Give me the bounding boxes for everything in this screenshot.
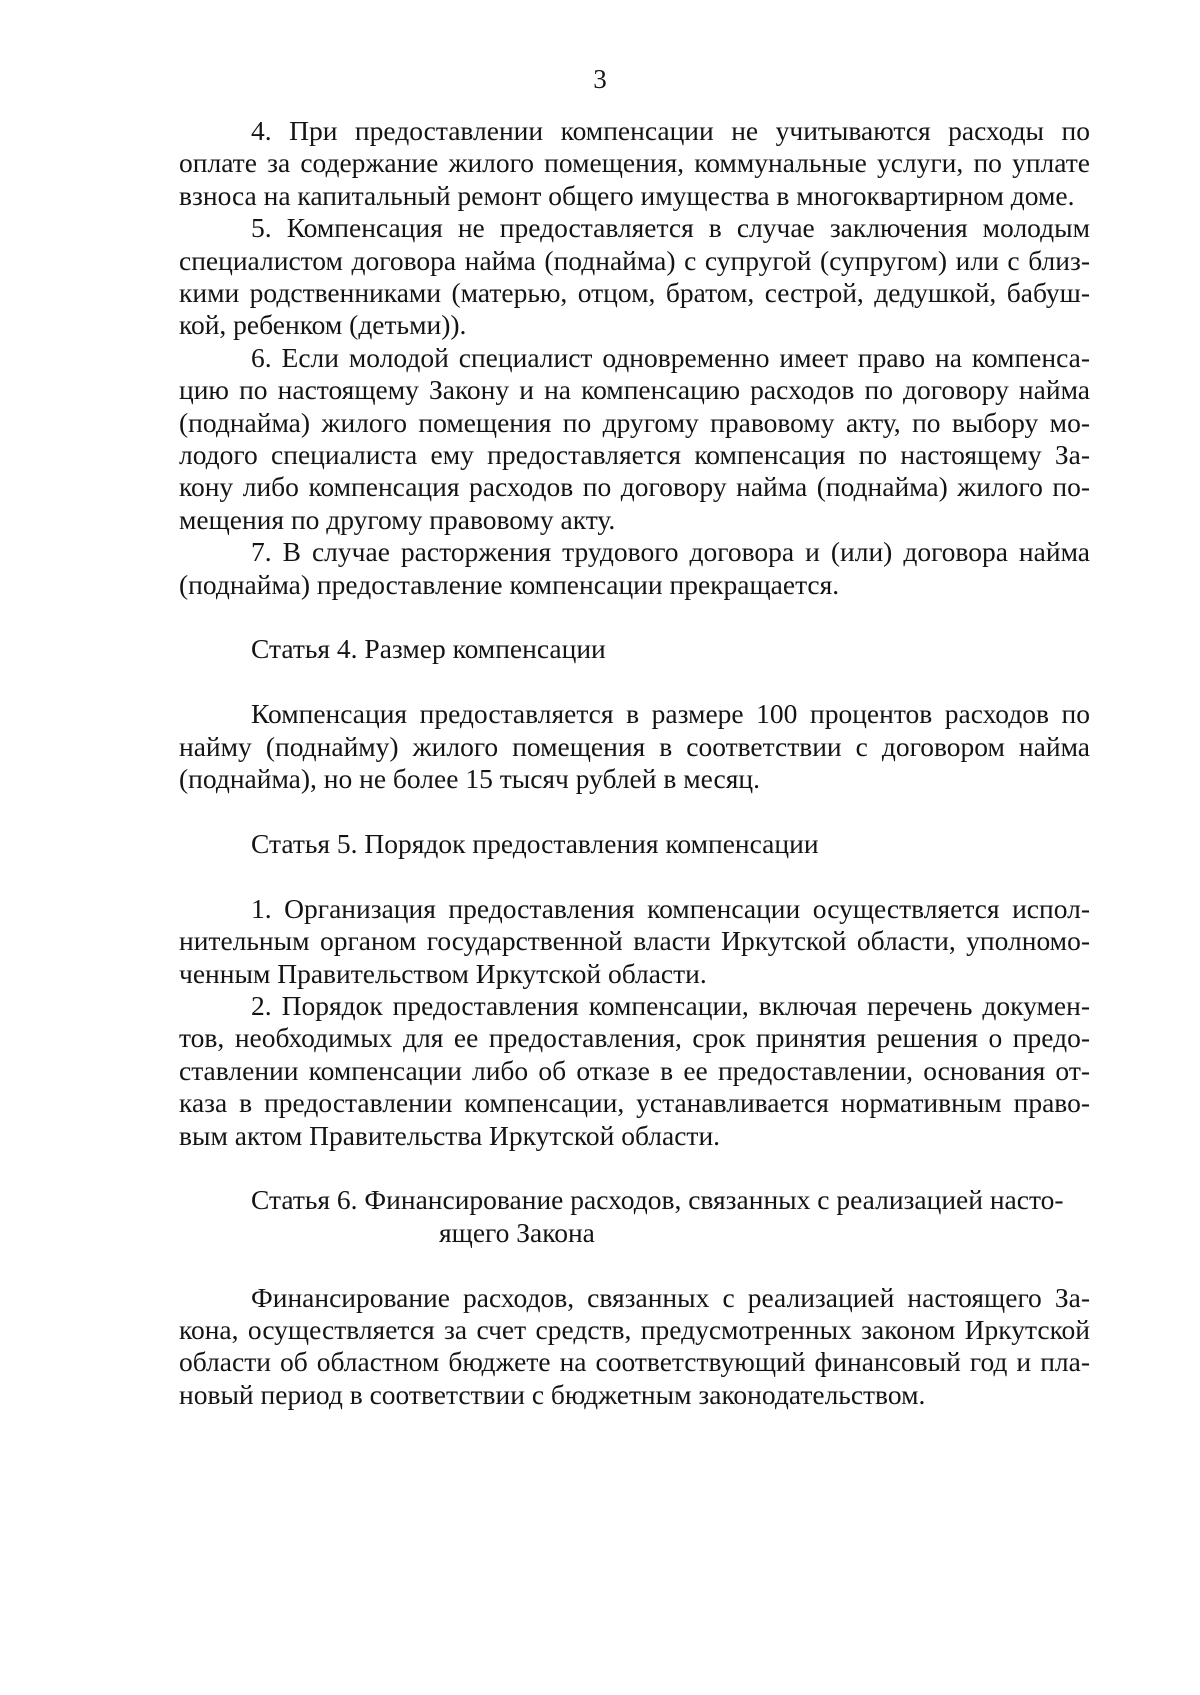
article-6-heading: [179, 1184, 1090, 1249]
text-line: лодого специалиста ему предоставляется компенсация по настоящему За-: [179, 439, 1090, 471]
text-line: нительным органом государственной власти Иркутской области, уполномо-: [179, 925, 1090, 957]
article-4-text: [179, 698, 1090, 795]
text-line: вым актом Правительства Иркутской области.: [179, 1119, 721, 1151]
spacer: [179, 666, 1090, 698]
text-line: (поднайма) предоставление компенсации прекращается.: [179, 568, 840, 600]
text-line: найму (поднайму) жилого помещения в соответствии с договором найма: [179, 730, 1090, 762]
page-number: 3: [593, 64, 607, 94]
text-line: мещения по другому правовому акту.: [179, 503, 616, 535]
article-6-text: [179, 1282, 1090, 1412]
spacer: [179, 796, 1090, 828]
spacer: [179, 1249, 1090, 1281]
text-line: 6. Если молодой специалист одновременно имеет право на компенса-: [251, 341, 1090, 373]
paragraph-5-1: [179, 893, 1090, 990]
heading-line: Статья 6. Финансирование расходов, связанных с реализацией насто-: [251, 1184, 1064, 1216]
paragraph-3-4: [179, 115, 1090, 212]
paragraph-5-2: [179, 990, 1090, 1152]
text-line: (поднайма), но не более 15 тысяч рублей в месяц.: [179, 763, 760, 795]
heading-line: Статья 5. Порядок предоставления компенсации: [251, 827, 819, 859]
article-4-heading: [179, 633, 1090, 665]
article-5-heading: [179, 828, 1090, 860]
text-line: новый период в соответствии с бюджетным законодательством.: [179, 1378, 926, 1410]
text-line: 1. Организация предоставления компенсации осуществляется испол-: [251, 892, 1090, 924]
heading-line: ящего Закона: [439, 1216, 595, 1248]
text-line: Компенсация предоставляется в размере 100 процентов расходов по: [251, 698, 1090, 730]
text-line: специалистом договора найма (поднайма) с супругой (супругом) или с близ-: [179, 244, 1090, 276]
text-line: 7. В случае расторжения трудового договора и (или) договора найма: [251, 536, 1090, 568]
text-line: тов, необходимых для ее предоставления, срок принятия решения о предо-: [179, 1022, 1090, 1054]
spacer: [179, 860, 1090, 892]
text-line: цию по настоящему Закону и на компенсацию расходов по договору найма: [179, 374, 1090, 406]
paragraph-3-7: [179, 536, 1090, 601]
paragraph-3-5: [179, 212, 1090, 342]
text-line: Финансирование расходов, связанных с реализацией настоящего За-: [251, 1281, 1090, 1313]
text-line: ченным Правительством Иркутской области.: [179, 957, 707, 989]
text-line: кими родственниками (матерью, отцом, братом, сестрой, дедушкой, бабуш-: [179, 277, 1090, 309]
spacer: [179, 1152, 1090, 1184]
text-line: кой, ребенком (детьми)).: [179, 309, 467, 341]
text-line: (поднайма) жилого помещения по другому правовому акту, по выбору мо-: [179, 406, 1090, 438]
text-line: ставлении компенсации либо об отказе в ее предоставлении, основания от-: [179, 1054, 1090, 1086]
spacer: [179, 601, 1090, 633]
paragraph-3-6: [179, 342, 1090, 536]
text-line: взноса на капитальный ремонт общего имущества в многоквартирном доме.: [179, 179, 1075, 211]
text-line: каза в предоставлении компенсации, устанавливается нормативным право-: [179, 1087, 1090, 1119]
text-line: оплате за содержание жилого помещения, коммунальные услуги, по уплате: [179, 147, 1090, 179]
document-body: [179, 115, 1090, 1411]
text-line: кону либо компенсация расходов по договору найма (поднайма) жилого по-: [179, 471, 1090, 503]
text-line: области об областном бюджете на соответствующий финансовый год и пла-: [179, 1346, 1090, 1378]
text-line: 4. При предоставлении компенсации не учитываются расходы по: [251, 115, 1090, 146]
text-line: 5. Компенсация не предоставляется в случае заключения молодым: [251, 212, 1090, 244]
heading-line: Статья 4. Размер компенсации: [251, 633, 606, 665]
text-line: кона, осуществляется за счет средств, предусмотренных законом Иркутской: [179, 1313, 1090, 1345]
text-line: 2. Порядок предоставления компенсации, включая перечень докумен-: [251, 989, 1090, 1021]
